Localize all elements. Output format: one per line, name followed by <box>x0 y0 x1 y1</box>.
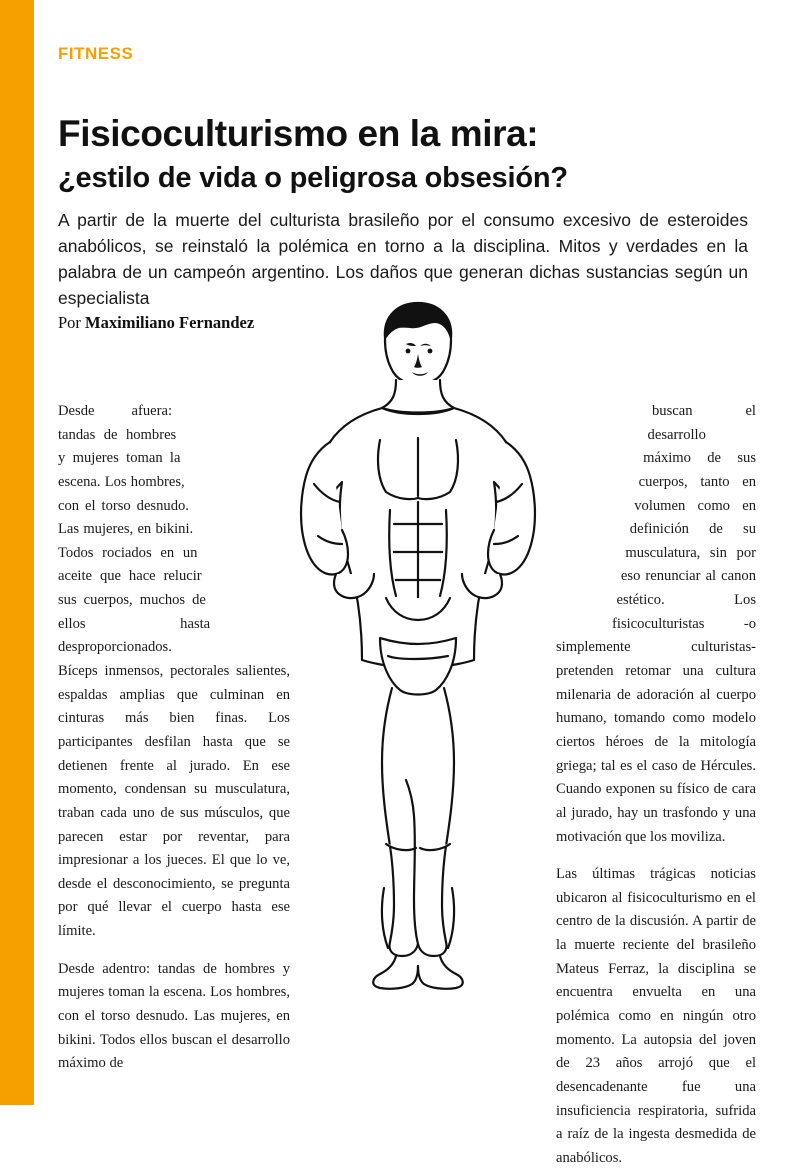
paragraph: Desde afuera: tandas de hombres y mujeres toman la escena. Los hombres, con el torso desnudo. Las mujeres, en bikini. Todos rociados en un aceite que hace relucir sus cuerpos, muchos de ellos hasta desproporcionados. Bíceps inmensos, pectorales salientes, espaldas amplias que culminan en cinturas más bien finas. Los participantes desfilan hasta que se detienen frente al jurado. En ese momento, condensan su musculatura, traban cada uno de sus músculos, que parecen estar por reventar, para impresionar a los jueces. El que lo ve, desde el desconocimiento, se pregunta por qué llevar el cuerpo hasta ese límite. <box>58 403 290 940</box>
bodybuilder-illustration <box>268 288 568 1058</box>
byline-prefix: Por <box>58 313 86 332</box>
section-kicker: FITNESS <box>58 44 134 63</box>
paragraph: buscan el desarrollo máximo de sus cuerpos, tanto en volumen como en definición de su musculatura, sin por eso renunciar al canon estético. Los fisicoculturistas -o simplemente culturistas- pretenden retomar una cultura milenaria de adoración al cuerpo humano, tomando como modelo ciertos héroes de la mitología griega; tal es el caso de Hércules. Cuando exponen su físico de cara al jurado, hay un trasfondo y una motivación que los moviliza. <box>556 403 756 845</box>
article-column-left <box>58 400 290 1076</box>
page-subtitle: ¿estilo de vida o peligrosa obsesión? <box>58 162 568 195</box>
page-title: Fisicoculturismo en la mira: <box>58 112 539 154</box>
byline <box>58 312 258 334</box>
byline-author: Maximiliano Fernandez <box>85 313 255 332</box>
paragraph: Desde adentro: tandas de hombres y mujeres toman la escena. Los hombres, con el torso desnudo. Las mujeres, en bikini. Todos ellos buscan el desarrollo máximo de <box>58 960 290 1072</box>
article-standfirst: A partir de la muerte del culturista brasileño por el consumo excesivo de esteroides anabólicos, se reinstaló la polémica en torno a la disciplina. Mitos y verdades en la palabra de un campeón argentino. Los daños que generan dichas sustancias según un especialista <box>58 210 748 308</box>
paragraph: Las últimas trágicas noticias ubicaron al fisicoculturismo en el centro de la discusión. A partir de la muerte reciente del brasileño Mateus Ferraz, la disciplina se encuentra envuelta en una polémica como en ningún otro momento. La autopsia del joven de 23 años arrojó que el desencadenante fue una insuficiencia respiratoria, sufrida a raíz de la ingesta desmedida de anabólicos. <box>556 866 756 1166</box>
accent-sidebar <box>0 0 34 1105</box>
article-column-right <box>556 400 756 1171</box>
